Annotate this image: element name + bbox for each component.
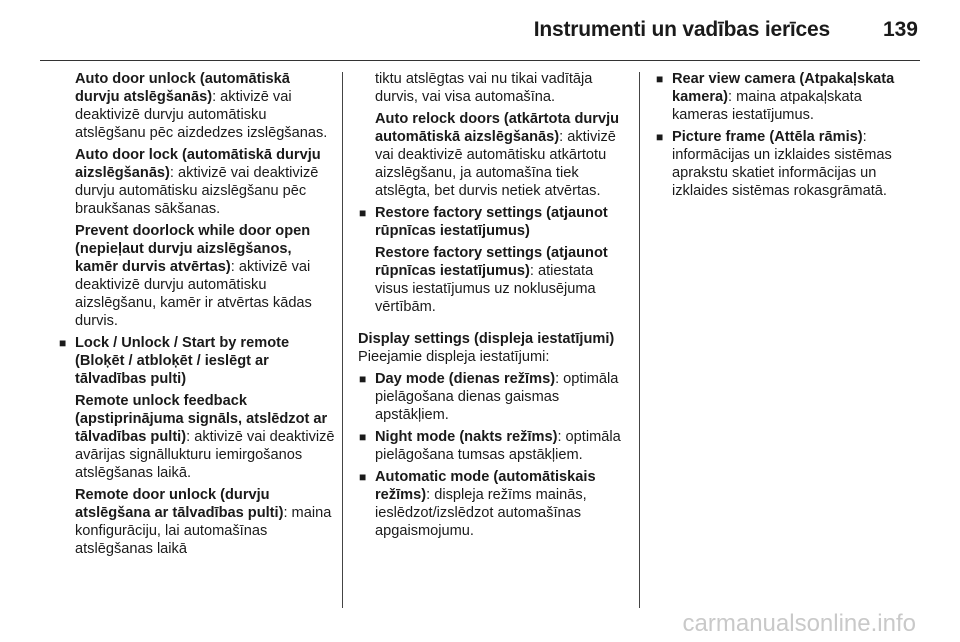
entry-description: : optimāla pielāgošana tumsas apstākļiem. (375, 429, 621, 463)
bullet-heading: Restore factory settings (atjaunot rūpnīcas iestatījumus) (375, 205, 608, 239)
column-1 (58, 70, 335, 562)
bullet-square-icon: ■ (359, 206, 367, 220)
bullet-night-mode (358, 428, 628, 464)
bullet-square-icon: ■ (59, 336, 67, 350)
entry-term: Remote door unlock (durvju atslēgšana ar tālvadības pulti) (75, 487, 284, 521)
bullet-lock-unlock-remote (58, 334, 335, 388)
entry-description: : aktivizē vai deaktivizē durvju automātisku aizslēgšanu pēc braukšanas sākšanas. (75, 165, 319, 217)
entry-term: Auto relock doors (atkārtota durvju automātiskā aizslēgšanās) (375, 111, 620, 145)
column-2 (358, 70, 628, 544)
bullet-square-icon: ■ (359, 372, 367, 386)
entry-term: Automatic mode (automātiskais režīms) (375, 469, 596, 503)
bullet-automatic-mode (358, 468, 628, 540)
entry-term: Night mode (nakts režīms) (375, 429, 558, 445)
entry-prevent-doorlock (58, 222, 335, 330)
bullet-restore-factory (358, 204, 628, 240)
page-title: Instrumenti un vadības ierīces (533, 18, 830, 41)
entry-restore-factory (358, 244, 628, 316)
column-3 (655, 70, 920, 204)
entry-term: Picture frame (Attēla rāmis) (672, 129, 863, 145)
section-intro: Pieejamie displeja iestatījumi: (358, 349, 550, 365)
entry-description: : aktivizē vai deaktivizē automātisku atkārtotu aizslēgšanu, ja automašīna tiek atslēgta, bet durvis netiek atvērtas. (375, 129, 616, 199)
entry-term: Day mode (dienas režīms) (375, 371, 556, 387)
section-title-display: Display settings (displeja iestatījumi) (358, 331, 615, 347)
bullet-rear-view-camera (655, 70, 920, 124)
entry-description: : maina konfigurāciju, lai automašīnas atslēgšanas laikā (75, 505, 332, 557)
entry-term: Auto door lock (automātiskā durvju aizslēgšanās) (75, 147, 321, 181)
entry-auto-door-lock (58, 146, 335, 218)
bullet-day-mode (358, 370, 628, 424)
watermark: carmanualsonline.info (682, 610, 916, 637)
entry-description: : optimāla pielāgošana dienas gaismas apstākļiem. (375, 371, 619, 423)
entry-auto-relock (358, 110, 628, 200)
entry-term: Rear view camera (Atpakaļskata kamera) (672, 71, 895, 105)
bullet-square-icon: ■ (656, 130, 664, 144)
page-header (0, 0, 960, 58)
bullet-picture-frame (655, 128, 920, 200)
entry-term: Prevent doorlock while door open (nepieļaut durvju aizslēgšanos, kamēr durvis atvērtas) (75, 223, 311, 275)
entry-description: : maina atpakaļskata kameras iestatījumus. (672, 89, 862, 123)
entry-continuation (358, 70, 628, 106)
entry-description: : aktivizē vai deaktivizē avārijas signāllukturu iemirgošanos atslēgšanas laikā. (75, 429, 335, 481)
entry-auto-door-unlock (58, 70, 335, 142)
entry-remote-unlock-feedback (58, 392, 335, 482)
entry-description: tiktu atslēgtas vai nu tikai vadītāja durvis, vai visa automašīna. (375, 71, 593, 105)
bullet-square-icon: ■ (359, 470, 367, 484)
entry-term: Auto door unlock (automātiskā durvju atslēgšanās) (75, 71, 290, 105)
entry-description: : informācijas un izklaides sistēmas aprakstu skatiet informācijas un izklaides sistēmas rokasgrāmatā. (672, 129, 892, 199)
entry-description: : displeja režīms mainās, ieslēdzot/izslēdzot automašīnas apgaismojumu. (375, 487, 587, 539)
bullet-square-icon: ■ (656, 72, 664, 86)
entry-description: : atiestata visus iestatījumus uz noklusējuma vērtībām. (375, 263, 596, 315)
page-number: 139 (882, 18, 918, 41)
bullet-heading: Lock / Unlock / Start by remote (Bloķēt / atbloķēt / ieslēgt ar tālvadības pulti) (75, 335, 290, 387)
entry-term: Restore factory settings (atjaunot rūpnīcas iestatījumus) (375, 245, 608, 279)
entry-remote-door-unlock (58, 486, 335, 558)
entry-description: : aktivizē vai deaktivizē durvju automātisku atslēgšanu pēc aizdedzes izslēgšanas. (75, 89, 328, 141)
entry-description: : aktivizē vai deaktivizē durvju automātisku aizslēgšanu, kamēr ir atvērtas kādas durvis. (75, 259, 312, 329)
header-rule (40, 60, 920, 61)
entry-term: Remote unlock feedback (apstiprinājuma signāls, atslēdzot ar tālvadības pulti) (75, 393, 328, 445)
column-divider-2 (639, 72, 640, 608)
bullet-square-icon: ■ (359, 430, 367, 444)
column-divider-1 (342, 72, 343, 608)
